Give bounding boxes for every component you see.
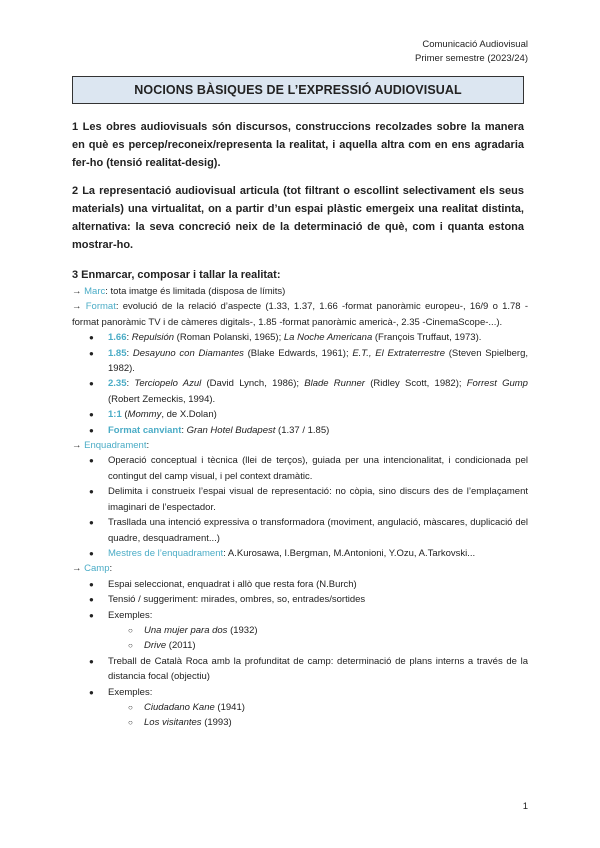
paragraph-2: 2 La representació audiovisual articula (tot filtrant o escollint selectivament els seus materials) una virtualitat, on a partir d’un espai plàstic emergeix una realitat distinta, alternativa: la seva concreció neix de la determinació de què, com i quanta estona mostrar-ho.: [72, 185, 524, 251]
enquadrament-line: → Enquadrament:: [72, 440, 150, 452]
list-item: ● 1:1 (Mommy, de X.Dolan): [72, 407, 528, 422]
arrow-icon: →: [72, 286, 85, 297]
section-3-heading: 3 Enmarcar, composar i tallar la realitat:: [72, 269, 281, 281]
camp-line: → Camp:: [72, 563, 113, 575]
list-item: ● Tensió / suggeriment: mirades, ombres, so, entrades/sortides: [72, 592, 528, 607]
list-item: ● Format canviant: Gran Hotel Budapest (1.37 / 1.85): [72, 423, 528, 438]
list-item: ○ Ciudadano Kane (1941): [72, 700, 528, 715]
arrow-icon: →: [72, 563, 85, 575]
list-item: ● Mestres de l’enquadrament: A.Kurosawa, I.Bergman, M.Antonioni, Y.Ozu, A.Tarkovski...: [72, 546, 528, 561]
course-name: Comunicació Audiovisual: [422, 39, 528, 50]
page-title: NOCIONS BÀSIQUES DE L’EXPRESSIÓ AUDIOVISUAL: [134, 83, 462, 97]
list-item: ● Operació conceptual i tècnica (llei de terços), guiada per una intencionalitat, i condicionada pel contingut del camp visual, i pel context dramàtic.: [72, 453, 528, 484]
term-enquadrament: Enquadrament: [84, 440, 147, 452]
term-format: Format: [85, 301, 116, 313]
format-line: [72, 299, 528, 330]
term-mestres: Mestres de l’enquadrament: [108, 547, 224, 559]
list-item: ● 1.66: Repulsión (Roman Polanski, 1965); La Noche Americana (François Truffaut, 1973).: [72, 330, 528, 345]
enquadrament-list: [72, 453, 528, 561]
paragraph-1: 1 Les obres audiovisuals són discursos, construccions recolzades sobre la manera en què es percep/reconeix/representa la realitat, i aquella altra com en ens agradaria fer-ho (tensió realitat-desig).: [72, 121, 524, 169]
list-item: ● 2.35: Terciopelo Azul (David Lynch, 1986); Blade Runner (Ridley Scott, 1982); Forrest Gump (Robert Zemeckis, 1994).: [72, 376, 528, 407]
format-text: : evolució de la relació d’aspecte (1.33, 1.37, 1.66 -format panoràmic europeu-, 16/9 o 1.78 -format panoràmic TV i de càmeres digitals-, 1.85 -format panoràmic americà-, 2.35 -CinemaScope-...).: [72, 301, 528, 328]
page-number: 1: [522, 801, 528, 812]
list-item: ● 1.85: Desayuno con Diamantes (Blake Edwards, 1961); E.T., El Extraterrestre (Steven Spielberg, 1982).: [72, 346, 528, 377]
term-camp: Camp: [84, 563, 110, 575]
document-header: [415, 38, 528, 66]
semester: Primer semestre (2023/24): [415, 53, 528, 64]
marc-text: : tota imatge és limitada (disposa de límits): [105, 286, 286, 297]
camp-examples-list: [72, 623, 528, 654]
title-box: [72, 76, 524, 104]
list-item: ● Exemples: ○ Una mujer para dos (1932) ○ Drive (2011): [72, 608, 528, 654]
list-item: ○ Los visitantes (1993): [72, 715, 528, 730]
list-item: ● Treball de Català Roca amb la profunditat de camp: determinació de plans interns a través de la distancia focal (objectiu): [72, 654, 528, 685]
arrow-icon: →: [72, 301, 86, 313]
arrow-icon: →: [72, 440, 85, 452]
list-item: ○ Una mujer para dos (1932): [72, 623, 528, 638]
list-item: ○ Drive (2011): [72, 638, 528, 653]
term-marc: Marc: [84, 286, 106, 297]
list-item: ● Delimita i construeix l’espai visual de representació: no còpia, sino discurs des de l’emplaçament imaginari de l’espectador.: [72, 484, 528, 515]
list-item: ● Espai seleccionat, enquadrat i allò que resta fora (N.Burch): [72, 577, 528, 592]
camp-list: [72, 577, 528, 731]
section-3: [72, 266, 528, 731]
marc-line: [72, 284, 528, 299]
list-item: ● Exemples: ○ Ciudadano Kane (1941) ○ Los visitantes (1993): [72, 685, 528, 731]
format-list: [72, 330, 528, 438]
camp-examples-list-2: [72, 700, 528, 731]
list-item: ● Trasllada una intenció expressiva o transformadora (moviment, angulació, màscares, duplicació del quadre, desquadrament...): [72, 515, 528, 546]
